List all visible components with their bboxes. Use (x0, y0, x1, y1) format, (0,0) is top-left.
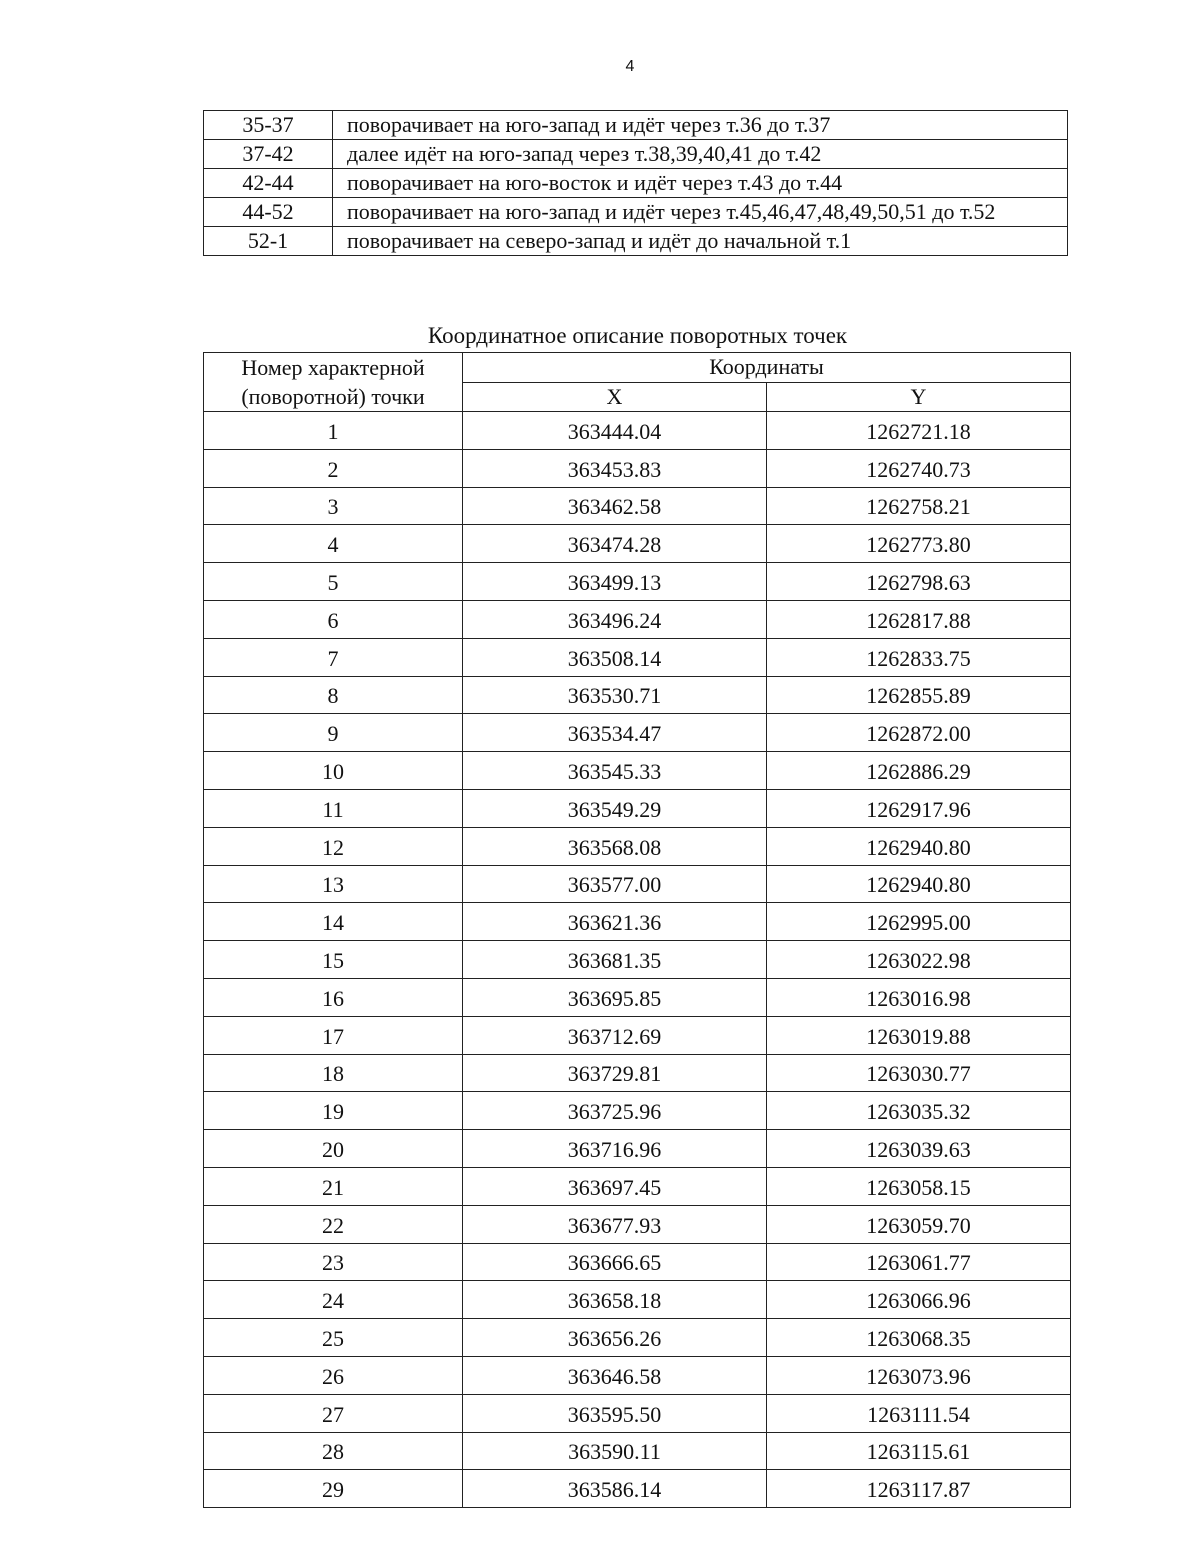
x-coordinate-cell: 363677.93 (463, 1205, 767, 1243)
table-row (204, 1394, 1071, 1432)
point-number-cell: 4 (204, 525, 463, 563)
y-coordinate-cell: 1263016.98 (767, 978, 1071, 1016)
point-number-cell: 23 (204, 1243, 463, 1281)
table-row (204, 1470, 1071, 1508)
coordinates-table-header (204, 353, 1071, 412)
y-coordinate-cell: 1262855.89 (767, 676, 1071, 714)
table-row (204, 903, 1071, 941)
y-coordinate-cell: 1263115.61 (767, 1432, 1071, 1470)
point-number-cell: 11 (204, 789, 463, 827)
route-segment: 42-44 (204, 169, 333, 198)
route-description-table (203, 110, 1068, 256)
x-coordinate-cell: 363474.28 (463, 525, 767, 563)
route-description: далее идёт на юго-запад через т.38,39,40,41 до т.42 (333, 140, 1068, 169)
table-row (204, 638, 1071, 676)
table-row (204, 752, 1071, 790)
table-row (204, 1167, 1071, 1205)
table-row (204, 1432, 1071, 1470)
table-row (204, 1092, 1071, 1130)
x-coordinate-cell: 363729.81 (463, 1054, 767, 1092)
y-coordinate-cell: 1262940.80 (767, 827, 1071, 865)
y-coordinate-cell: 1263117.87 (767, 1470, 1071, 1508)
table-row (204, 563, 1071, 601)
point-number-cell: 1 (204, 412, 463, 450)
table-row (204, 676, 1071, 714)
point-number-cell: 14 (204, 903, 463, 941)
y-coordinate-cell: 1262886.29 (767, 752, 1071, 790)
table-row (204, 865, 1071, 903)
y-coordinate-cell: 1262798.63 (767, 563, 1071, 601)
route-row (204, 227, 1068, 256)
y-coordinate-cell: 1262721.18 (767, 412, 1071, 450)
y-coordinate-cell: 1262740.73 (767, 449, 1071, 487)
table-row (204, 827, 1071, 865)
x-coordinate-cell: 363586.14 (463, 1470, 767, 1508)
table-row (204, 1130, 1071, 1168)
route-table-body (204, 111, 1068, 256)
point-number-cell: 6 (204, 600, 463, 638)
point-number-cell: 19 (204, 1092, 463, 1130)
table-row (204, 789, 1071, 827)
point-number-cell: 9 (204, 714, 463, 752)
y-coordinate-cell: 1262995.00 (767, 903, 1071, 941)
x-coordinate-cell: 363695.85 (463, 978, 767, 1016)
table-row (204, 1281, 1071, 1319)
route-row (204, 169, 1068, 198)
x-coordinate-cell: 363656.26 (463, 1319, 767, 1357)
x-coordinate-cell: 363716.96 (463, 1130, 767, 1168)
y-coordinate-cell: 1263022.98 (767, 941, 1071, 979)
table-row (204, 412, 1071, 450)
table-row (204, 1243, 1071, 1281)
point-number-cell: 3 (204, 487, 463, 525)
point-number-cell: 12 (204, 827, 463, 865)
route-row (204, 111, 1068, 140)
x-header: X (463, 382, 767, 412)
y-coordinate-cell: 1263073.96 (767, 1356, 1071, 1394)
coordinates-table-body (204, 412, 1071, 1508)
y-coordinate-cell: 1263035.32 (767, 1092, 1071, 1130)
table-row (204, 978, 1071, 1016)
y-coordinate-cell: 1263058.15 (767, 1167, 1071, 1205)
y-coordinate-cell: 1262872.00 (767, 714, 1071, 752)
table-row (204, 449, 1071, 487)
point-number-cell: 2 (204, 449, 463, 487)
point-number-cell: 18 (204, 1054, 463, 1092)
route-segment: 44-52 (204, 198, 333, 227)
table-row (204, 525, 1071, 563)
route-description: поворачивает на северо-запад и идёт до начальной т.1 (333, 227, 1068, 256)
x-coordinate-cell: 363444.04 (463, 412, 767, 450)
coordinates-header: Координаты (463, 353, 1071, 383)
point-number-cell: 26 (204, 1356, 463, 1394)
route-segment: 37-42 (204, 140, 333, 169)
y-coordinate-cell: 1263068.35 (767, 1319, 1071, 1357)
x-coordinate-cell: 363577.00 (463, 865, 767, 903)
y-coordinate-cell: 1263066.96 (767, 1281, 1071, 1319)
table-row (204, 600, 1071, 638)
route-segment: 52-1 (204, 227, 333, 256)
x-coordinate-cell: 363530.71 (463, 676, 767, 714)
point-number-cell: 17 (204, 1016, 463, 1054)
x-coordinate-cell: 363666.65 (463, 1243, 767, 1281)
y-coordinate-cell: 1263030.77 (767, 1054, 1071, 1092)
y-coordinate-cell: 1262758.21 (767, 487, 1071, 525)
table-row (204, 1054, 1071, 1092)
point-number-cell: 22 (204, 1205, 463, 1243)
x-coordinate-cell: 363545.33 (463, 752, 767, 790)
header-row (204, 353, 1071, 383)
y-coordinate-cell: 1263019.88 (767, 1016, 1071, 1054)
route-row (204, 198, 1068, 227)
x-coordinate-cell: 363697.45 (463, 1167, 767, 1205)
table-row (204, 1319, 1071, 1357)
point-number-cell: 29 (204, 1470, 463, 1508)
y-coordinate-cell: 1263059.70 (767, 1205, 1071, 1243)
y-coordinate-cell: 1263111.54 (767, 1394, 1071, 1432)
route-description: поворачивает на юго-запад и идёт через т.36 до т.37 (333, 111, 1068, 140)
point-number-cell: 5 (204, 563, 463, 601)
y-header: Y (767, 382, 1071, 412)
y-coordinate-cell: 1262773.80 (767, 525, 1071, 563)
point-number-cell: 21 (204, 1167, 463, 1205)
x-coordinate-cell: 363462.58 (463, 487, 767, 525)
x-coordinate-cell: 363595.50 (463, 1394, 767, 1432)
point-number-cell: 27 (204, 1394, 463, 1432)
point-number-cell: 8 (204, 676, 463, 714)
y-coordinate-cell: 1262917.96 (767, 789, 1071, 827)
x-coordinate-cell: 363534.47 (463, 714, 767, 752)
route-description: поворачивает на юго-запад и идёт через т.45,46,47,48,49,50,51 до т.52 (333, 198, 1068, 227)
point-number-header: Номер характерной (поворотной) точки (204, 353, 463, 412)
x-coordinate-cell: 363499.13 (463, 563, 767, 601)
route-description: поворачивает на юго-восток и идёт через т.43 до т.44 (333, 169, 1068, 198)
x-coordinate-cell: 363658.18 (463, 1281, 767, 1319)
y-coordinate-cell: 1262940.80 (767, 865, 1071, 903)
table-row (204, 1016, 1071, 1054)
table-row (204, 1356, 1071, 1394)
y-coordinate-cell: 1263061.77 (767, 1243, 1071, 1281)
y-coordinate-cell: 1262817.88 (767, 600, 1071, 638)
route-segment: 35-37 (204, 111, 333, 140)
table-row (204, 714, 1071, 752)
x-coordinate-cell: 363453.83 (463, 449, 767, 487)
table-row (204, 941, 1071, 979)
x-coordinate-cell: 363508.14 (463, 638, 767, 676)
table-row (204, 487, 1071, 525)
point-number-cell: 24 (204, 1281, 463, 1319)
x-coordinate-cell: 363621.36 (463, 903, 767, 941)
y-coordinate-cell: 1263039.63 (767, 1130, 1071, 1168)
x-coordinate-cell: 363496.24 (463, 600, 767, 638)
route-row (204, 140, 1068, 169)
point-number-cell: 16 (204, 978, 463, 1016)
table-row (204, 1205, 1071, 1243)
x-coordinate-cell: 363549.29 (463, 789, 767, 827)
point-number-cell: 10 (204, 752, 463, 790)
x-coordinate-cell: 363590.11 (463, 1432, 767, 1470)
point-number-cell: 7 (204, 638, 463, 676)
coordinates-table (203, 352, 1071, 1508)
coordinates-caption: Координатное описание поворотных точек (427, 323, 848, 348)
y-coordinate-cell: 1262833.75 (767, 638, 1071, 676)
x-coordinate-cell: 363712.69 (463, 1016, 767, 1054)
x-coordinate-cell: 363725.96 (463, 1092, 767, 1130)
x-coordinate-cell: 363646.58 (463, 1356, 767, 1394)
page-number: 4 (625, 58, 635, 75)
point-number-cell: 13 (204, 865, 463, 903)
point-number-cell: 15 (204, 941, 463, 979)
point-number-cell: 25 (204, 1319, 463, 1357)
x-coordinate-cell: 363568.08 (463, 827, 767, 865)
point-number-cell: 20 (204, 1130, 463, 1168)
point-number-cell: 28 (204, 1432, 463, 1470)
x-coordinate-cell: 363681.35 (463, 941, 767, 979)
